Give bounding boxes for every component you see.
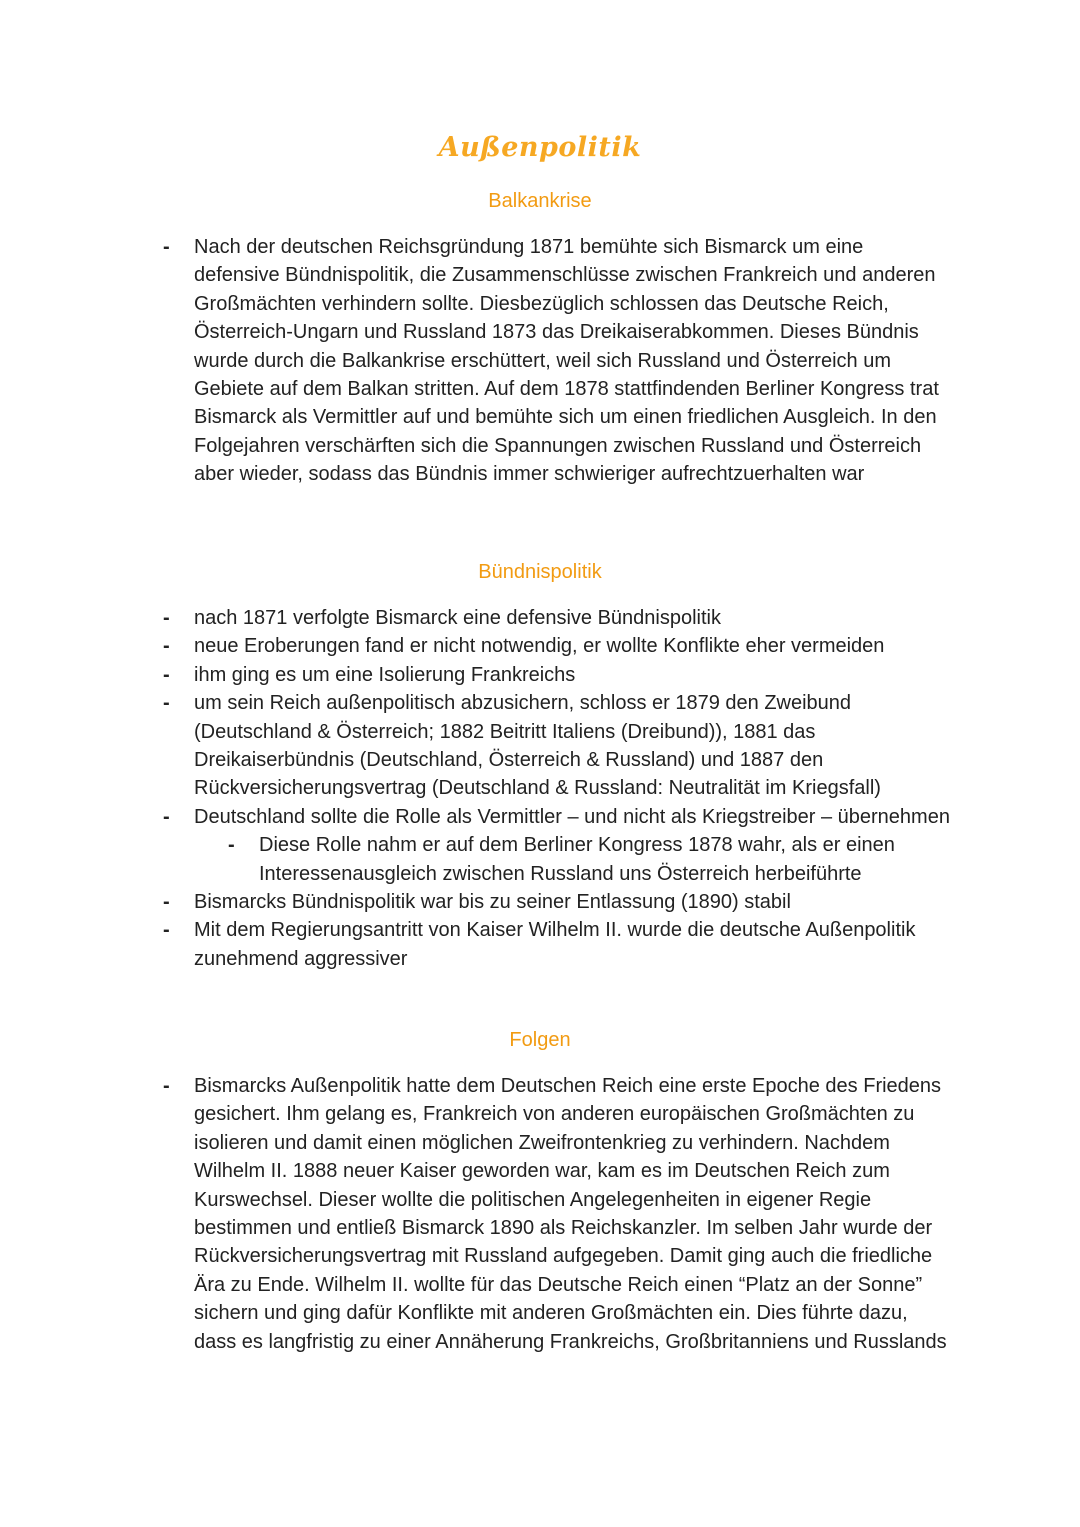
section-heading-folgen: Folgen xyxy=(509,1029,571,1051)
list-item: - Nach der deutschen Reichsgründung 1871 bemühte sich Bismarck um eine defensive Bündnispolitik, die Zusammenschlüsse zwischen Frankreich und anderen Großmächten verhindern sollte. Diesbezüglich schlossen das Deutsche Reich, Österreich-Ungarn und Russland 1873 das Dreikaiserabkommen. Dieses Bündnis wurde durch die Balkankrise erschüttert, weil sich Russland und Österreich um Gebiete auf dem Balkan stritten. Auf dem 1878 stattfindenden Berliner Kongress trat Bismarck als Vermittler auf und bemühte sich um einen friedlichen Ausgleich. In den Folgejahren verschärften sich die Spannungen zwischen Russland und Österreich aber wieder, sodass das Bündnis immer schwieriger aufrechtzuerhalten war xyxy=(0,233,954,489)
list-item: - um sein Reich außenpolitisch abzusichern, schloss er 1879 den Zweibund (Deutschland & Österreich; 1882 Beitritt Italiens (Dreibund)), 1881 das Dreikaiserbündnis (Deutschland, Österreich & Russland) und 1887 den Rückversicherungsvertrag (Deutschland & Russland: Neutralität im Kriegsfall) xyxy=(0,689,954,803)
section-heading-buendnispolitik: Bündnispolitik xyxy=(478,561,602,583)
list-item: - Mit dem Regierungsantritt von Kaiser Wilhelm II. wurde die deutsche Außenpolitik zunehmend aggressiver xyxy=(0,916,954,973)
list-item: - nach 1871 verfolgte Bismarck eine defensive Bündnispolitik xyxy=(0,604,954,632)
section-heading-balkankrise: Balkankrise xyxy=(488,190,592,212)
list-item: - Bismarcks Außenpolitik hatte dem Deutschen Reich eine erste Epoche des Friedens gesichert. Ihm gelang es, Frankreich von anderen europäischen Großmächten zu isolieren und damit einen möglichen Zweifrontenkrieg zu verhindern. Nachdem Wilhelm II. 1888 neuer Kaiser geworden war, kam es im Deutschen Reich zum Kurswechsel. Dieser wollte die politischen Angelegenheiten in eigener Regie bestimmen und entließ Bismarck 1890 als Reichskanzler. Im selben Jahr wurde der Rückversicherungsvertrag mit Russland aufgegeben. Damit ging auch die friedliche Ära zu Ende. Wilhelm II. wollte für das Deutsche Reich einen “Platz an der Sonne” sichern und ging dafür Konflikte mit anderen Großmächten ein. Dies führte dazu, dass es langfristig zu einer Annäherung Frankreichs, Großbritanniens und Russlands xyxy=(0,1072,954,1356)
list-item: - Bismarcks Bündnispolitik war bis zu seiner Entlassung (1890) stabil xyxy=(0,888,954,916)
sub-list-item: - Diese Rolle nahm er auf dem Berliner Kongress 1878 wahr, als er einen Interessenausgleich zwischen Russland uns Österreich herbeiführte xyxy=(0,831,959,888)
list-item: - neue Eroberungen fand er nicht notwendig, er wollte Konflikte eher vermeiden xyxy=(0,632,954,660)
list-item: - Deutschland sollte die Rolle als Vermittler – und nicht als Kriegstreiber – übernehmen xyxy=(0,803,954,831)
bullet-list-balkankrise xyxy=(0,233,1080,489)
bullet-list-folgen xyxy=(0,1072,1080,1356)
page-title: Außenpolitik xyxy=(438,132,642,163)
bullet-list-buendnispolitik xyxy=(0,604,1080,973)
list-item: - ihm ging es um eine Isolierung Frankreichs xyxy=(0,661,954,689)
